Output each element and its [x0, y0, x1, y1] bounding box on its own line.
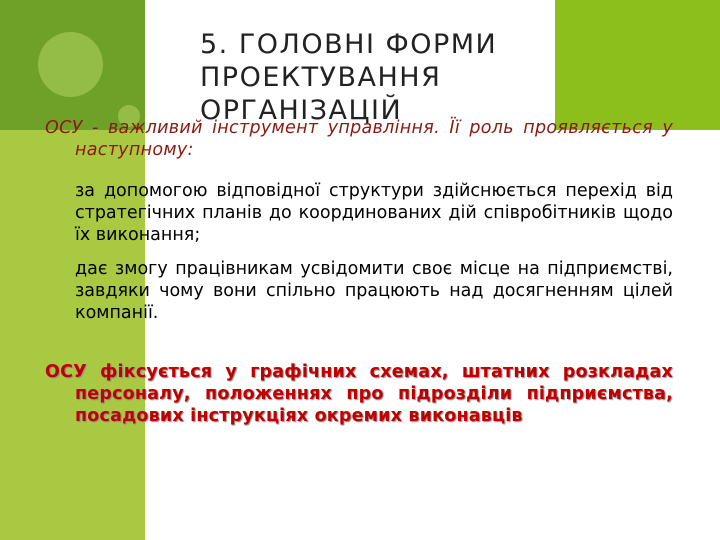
bullet-text: за допомогою відповідної структури здійснюється перехід від стратегічних планів до координованих дій співробітників щодо їх виконання; — [75, 181, 673, 245]
decorative-circle-large — [38, 32, 103, 97]
bullet-item — [45, 180, 673, 246]
intro-text: ОСУ - важливий інструмент управління. Її роль проявляється у наступному: — [45, 118, 673, 160]
bullet-item — [45, 258, 673, 324]
slide-title: 5. ГОЛОВНІ ФОРМИ ПРОЕКТУВАННЯ ОРГАНІЗАЦІЙ — [200, 29, 498, 126]
top-right-decorative-strip — [555, 0, 720, 130]
summary-text: ОСУ фіксується у графічних схемах, штатних розкладах персоналу, положеннях про підрозділи підприємства, посадових інструкціях окремих виконавців — [45, 362, 673, 426]
slide-body — [45, 117, 673, 445]
bullet-text: дає змогу працівникам усвідомити своє місце на підприємстві, завдяки чому вони спільно працюють над досягненням цілей компанії. — [75, 259, 673, 323]
